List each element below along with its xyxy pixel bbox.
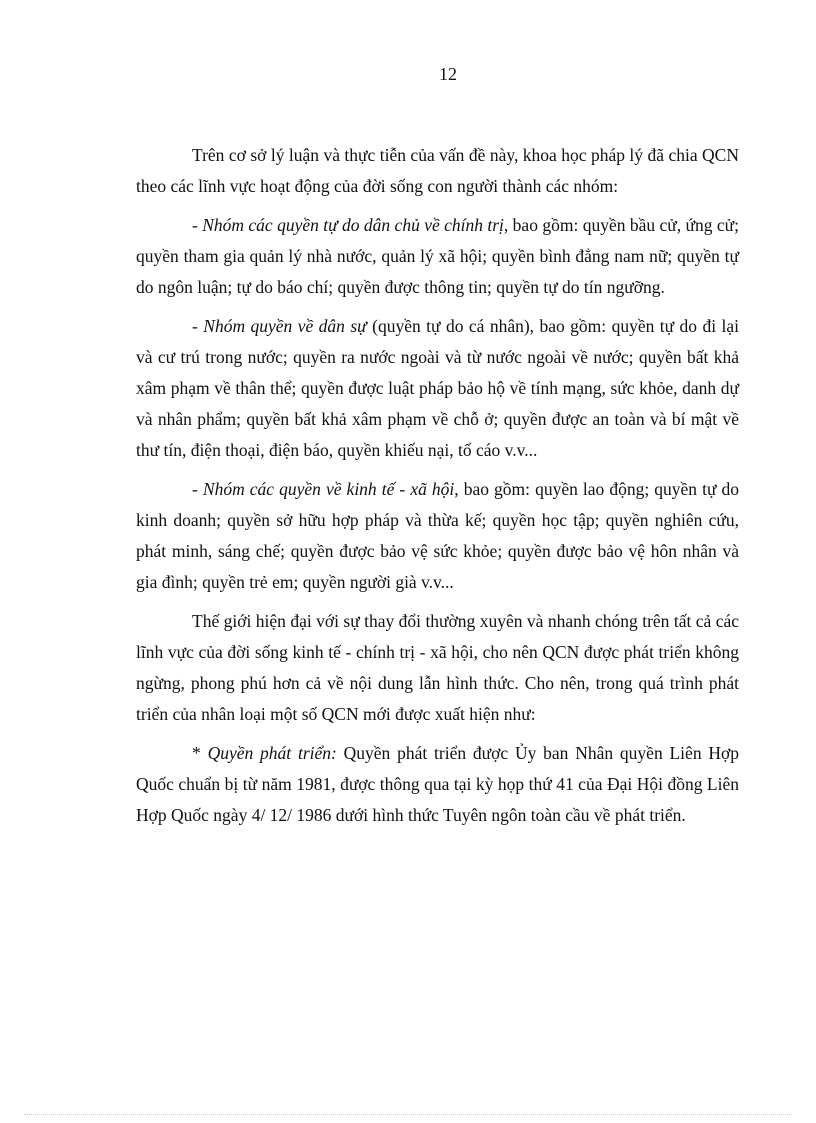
paragraph-economic-social-rights: - Nhóm các quyền về kinh tế - xã hội, bao gồm: quyền lao động; quyền tự do kinh doanh; quyền sở hữu hợp pháp và thừa kế; quyền học tập; quyền nghiên cứu, phát minh, sáng chế; quyền được bảo vệ sức khỏe; quyền được bảo vệ hôn nhân và gia đình; quyền trẻ em; quyền người già v.v...	[136, 479, 739, 592]
page-bottom-divider	[24, 1114, 792, 1115]
paragraph-right-to-development: * Quyền phát triển: Quyền phát triển được Ủy ban Nhân quyền Liên Hợp Quốc chuẩn bị từ năm 1981, được thông qua tại kỳ họp thứ 41 của Đại Hội đồng Liên Hợp Quốc ngày 4/ 12/ 1986 dưới hình thức Tuyên ngôn toàn cầu về phát triển.	[136, 743, 740, 825]
paragraph-modern-world: Thế giới hiện đại với sự thay đổi thường xuyên và nhanh chóng trên tất cả các lĩnh vực của đời sống kinh tế - chính trị - xã hội, cho nên QCN được phát triển không ngừng, phong phú hơn cả về nội dung lẫn hình thức. Cho nên, trong quá trình phát triển của nhân loại một số QCN mới được xuất hiện như:	[136, 611, 739, 724]
paragraph-intro: Trên cơ sở lý luận và thực tiễn của vấn đề này, khoa học pháp lý đã chia QCN theo các lĩnh vực hoạt động của đời sống con người thành các nhóm:	[136, 145, 739, 196]
paragraph-political-rights: - Nhóm các quyền tự do dân chủ về chính trị, bao gồm: quyền bầu cử, ứng cử; quyền tham gia quản lý nhà nước, quản lý xã hội; quyền bình đẳng nam nữ; quyền tự do ngôn luận; tự do báo chí; quyền được thông tin; quyền tự do tín ngưỡng.	[136, 215, 739, 297]
page-number: 12	[439, 64, 457, 84]
document-body	[136, 140, 739, 839]
paragraph-civil-rights: - Nhóm quyền về dân sự (quyền tự do cá nhân), bao gồm: quyền tự do đi lại và cư trú trong nước; quyền ra nước ngoài và từ nước ngoài về nước; quyền bất khả xâm phạm về thân thể; quyền được luật pháp bảo hộ về tính mạng, sức khỏe, danh dự và nhân phẩm; quyền bất khả xâm phạm về chỗ ở; quyền được an toàn và bí mật về thư tín, điện thoại, điện báo, quyền khiếu nại, tố cáo v.v...	[136, 316, 740, 460]
